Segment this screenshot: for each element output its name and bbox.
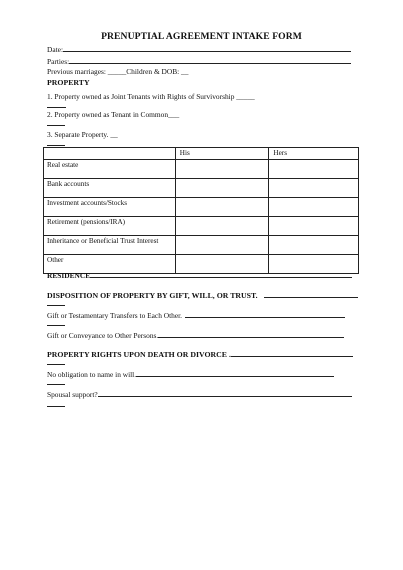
table-row (44, 236, 359, 255)
death-divorce-blank[interactable] (47, 364, 65, 365)
date-field[interactable] (63, 44, 351, 52)
death-divorce-heading: PROPERTY RIGHTS UPON DEATH OR DIVORCE . (47, 350, 231, 359)
property-item-separate: 3. Separate Property. __ (47, 130, 118, 139)
table-row (44, 217, 359, 236)
hers-cell[interactable] (269, 236, 359, 255)
assets-table (43, 147, 359, 274)
hers-cell[interactable] (269, 217, 359, 236)
residence-field[interactable] (90, 270, 352, 278)
disposition-row (47, 290, 358, 300)
previous-marriages-row (47, 67, 188, 76)
no-obligation-blank[interactable] (47, 384, 65, 385)
table-row-label: Other (44, 255, 176, 274)
death-divorce-field[interactable] (231, 349, 353, 357)
no-obligation-label: No obligation to name in will. (47, 370, 137, 379)
table-row-label: Retirement (pensions/IRA) (44, 217, 176, 236)
gift-testamentary-label: Gift or Testamentary Transfers to Each Other. (47, 311, 183, 320)
gift-testamentary-row (47, 310, 345, 320)
disposition-field[interactable] (264, 290, 358, 298)
table-row-label: Real estate (44, 160, 176, 179)
his-cell[interactable] (175, 236, 269, 255)
date-row (47, 44, 351, 54)
joint-tenants-blank[interactable] (47, 107, 66, 108)
tenant-in-common-blank[interactable] (47, 125, 65, 126)
gift-conveyance-row (47, 330, 344, 340)
gift-testamentary-field[interactable] (185, 310, 345, 318)
table-row-label: Investment accounts/Stocks (44, 198, 176, 217)
table-header-category (44, 148, 176, 160)
property-item-joint-tenants: 1. Property owned as Joint Tenants with Rights of Survivorship _____ (47, 92, 255, 101)
hers-cell[interactable] (269, 198, 359, 217)
property-heading: PROPERTY (47, 78, 90, 87)
residence-label: RESIDENCE (47, 271, 91, 280)
table-row-label: Inheritance or Beneficial Trust Interest (44, 236, 176, 255)
disposition-blank[interactable] (47, 305, 65, 306)
hers-cell[interactable] (269, 160, 359, 179)
spousal-support-row (47, 389, 352, 399)
table-header-row (44, 148, 359, 160)
death-divorce-row (47, 349, 353, 359)
no-obligation-row (47, 369, 334, 379)
residence-row (47, 270, 352, 280)
spousal-support-field[interactable] (98, 389, 352, 397)
parties-field[interactable] (69, 56, 351, 64)
gift-conveyance-field[interactable] (158, 330, 344, 338)
table-row (44, 179, 359, 198)
his-cell[interactable] (175, 160, 269, 179)
table-row (44, 198, 359, 217)
his-cell[interactable] (175, 179, 269, 198)
no-obligation-field[interactable] (136, 369, 334, 377)
table-row (44, 160, 359, 179)
spousal-support-blank[interactable] (47, 406, 65, 407)
form-title: PRENUPTIAL AGREEMENT INTAKE FORM (101, 31, 302, 42)
disposition-heading: DISPOSITION OF PROPERTY BY GIFT, WILL, OR TRUST. (47, 291, 258, 300)
table-row-label: Bank accounts (44, 179, 176, 198)
separate-property-blank[interactable] (47, 145, 65, 146)
table-header-his: His (175, 148, 269, 160)
spousal-support-label: Spousal support? (47, 390, 98, 399)
his-cell[interactable] (175, 217, 269, 236)
parties-row (47, 56, 351, 66)
gift-testamentary-blank[interactable] (47, 325, 65, 326)
previous-marriages-label: Previous marriages: _____Children & DOB: __ (47, 67, 189, 76)
table-header-hers: Hers (269, 148, 359, 160)
hers-cell[interactable] (269, 179, 359, 198)
property-item-tenant-in-common: 2. Property owned as Tenant in Common___ (47, 110, 180, 119)
date-label: Date: (47, 45, 64, 54)
his-cell[interactable] (175, 198, 269, 217)
parties-label: Parties: (47, 57, 70, 66)
gift-conveyance-label: Gift or Conveyance to Other Persons. (47, 331, 159, 340)
